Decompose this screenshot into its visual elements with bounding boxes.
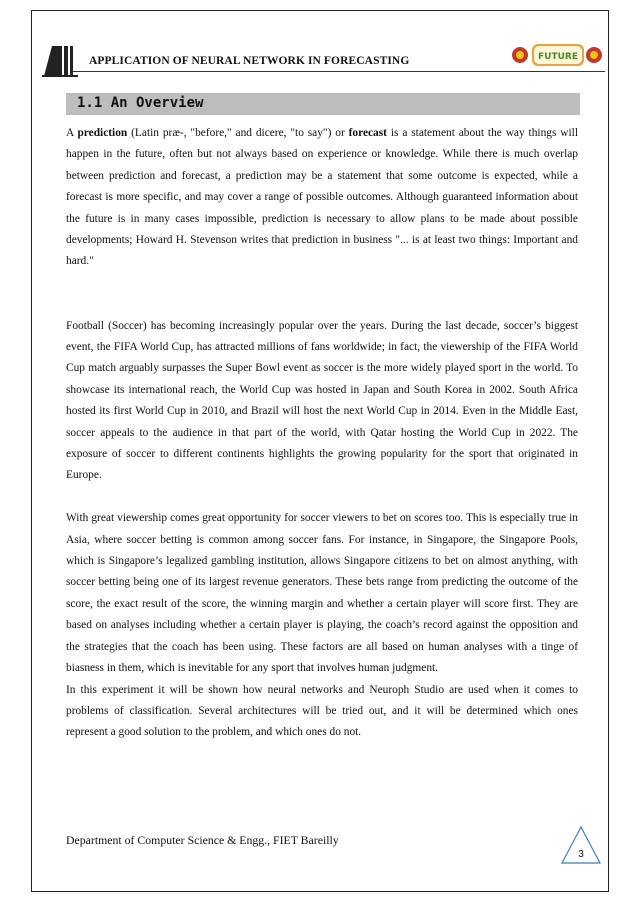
header-rule [73, 71, 605, 72]
header-title: APPLICATION OF NEURAL NETWORK IN FORECASTING [89, 55, 410, 67]
paragraph-prediction: A prediction (Latin præ-, "before," and dicere, "to say") or forecast is a statement about the way things will happen in the future, often but not always based on experience or knowledge. While there is much overlap between prediction and forecast, a prediction may be a statement that some outcome is expected, while a forecast is more specific, and may cover a range of possible outcomes. Although guaranteed information about the future is in many cases impossible, prediction is necessary to allow plans to be made about possible developments; Howard H. Stevenson writes that prediction in business "... is at least two things: Important and hard." [66, 127, 578, 268]
body-text [66, 123, 578, 744]
footer-department: Department of Computer Science & Engg., FIET Bareilly [66, 833, 339, 847]
paragraph-football: Football (Soccer) has becoming increasingly popular over the years. During the last decade, soccer’s biggest event, the FIFA World Cup, has attracted millions of fans worldwide; in fact, the viewership of the FIFA World Cup match arguably surpasses the Super Bowl event as soccer is the more widely played sport in the world. To showcase its international reach, the World Cup was hosted in Japan and South Korea in 2002. South Africa hosted its first World Cup in 2010, and Brazil will host the next World Cup in 2014. Even in the Middle East, soccer appeals to the audience in that part of the world, with Qatar hosting the World Cup in 2022. The exposure of soccer to different continents highlights the growing popularity for the sport that originated in Europe. [66, 319, 578, 482]
paragraph-betting: With great viewership comes great opportunity for soccer viewers to bet on scores too. This is especially true in Asia, where soccer betting is common among soccer fans. For instance, in Singapore, the Singapore Pools, which is Singapore’s legalized gambling institution, allows Singapore citizens to bet on almost anything, with soccer betting being one of its largest revenue generators. These bets range from predicting the outcome of the score, the exact result of the score, the winning margin and whether a certain player will score first. They are based on analyses including whether a certain player is playing, the coach’s record against the opposition and the strategies that the coach has been using. These factors are all based on human analyses with a tinge of biasness in them, which is inevitable for any sport that involves human judgment. [66, 512, 578, 675]
section-heading-bar [66, 93, 580, 115]
future-logo-badge [510, 40, 605, 70]
badge-text: FUTURE [538, 52, 578, 62]
institute-logo-icon [40, 40, 80, 80]
paragraph-experiment: In this experiment it will be shown how neural networks and Neuroph Studio are used when it comes to problems of classification. Several architectures will be tried out, and it will be determined which ones represent a good solution to the problem, and which ones do not. [66, 683, 578, 739]
section-title: 1.1 An Overview [77, 95, 204, 111]
page-number: 3 [578, 849, 584, 860]
